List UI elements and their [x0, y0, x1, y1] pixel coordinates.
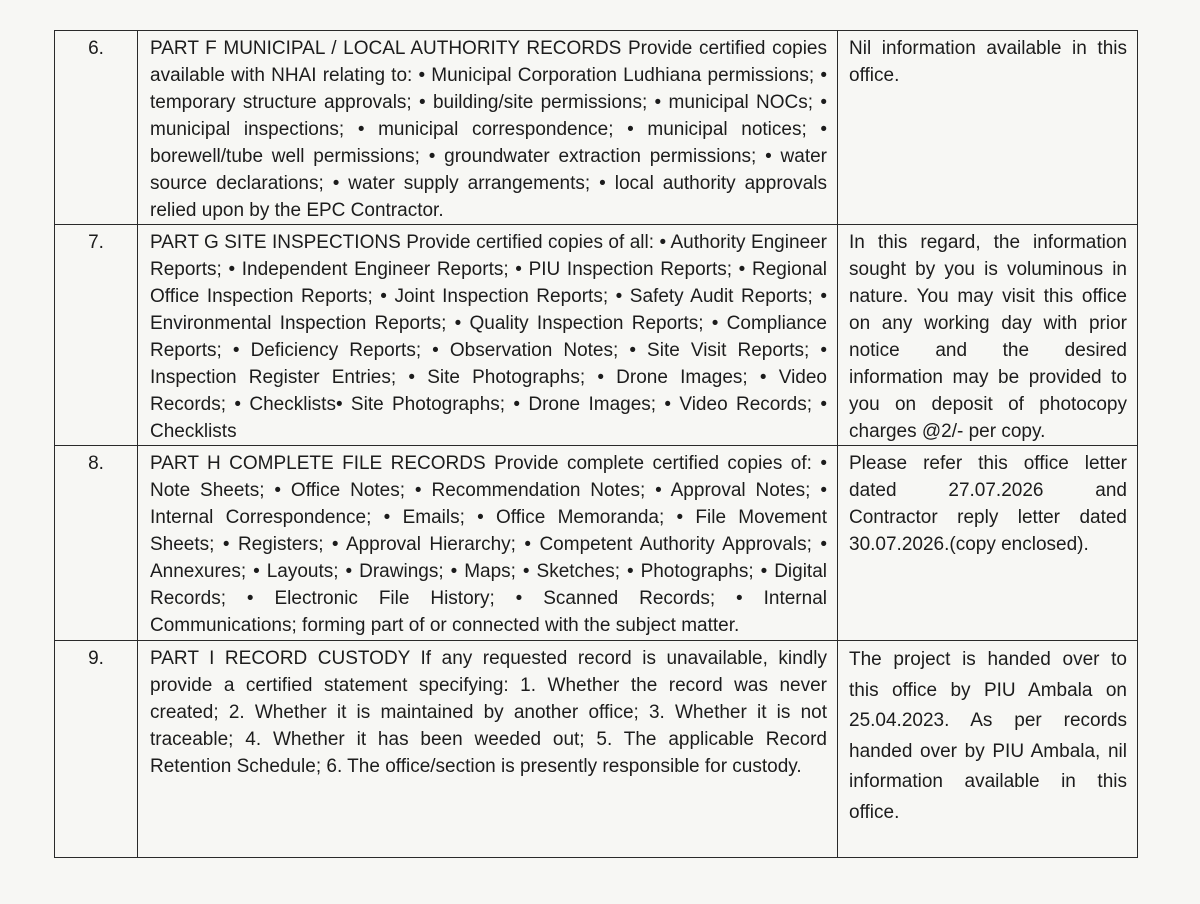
row-number: 7.: [55, 225, 138, 446]
reply-text: In this regard, the information sought by you is voluminous in nature. You may visit this office on any working day with prior notice and the desired information may be provided to you on deposit of photocopy charges @2/- per copy.: [838, 225, 1138, 446]
table-row: [55, 31, 1138, 225]
table-row: [55, 225, 1138, 446]
request-text: PART I RECORD CUSTODY If any requested record is unavailable, kindly provide a certified statement specifying: 1. Whether the record was never created; 2. Whether it is maintained by another office; 3. Whether it is not traceable; 4. Whether it has been weeded out; 5. The applicable Record Retention Schedule; 6. The office/section is presently responsible for custody.: [138, 641, 838, 858]
rti-response-table: [54, 30, 1138, 858]
reply-text: The project is handed over to this office by PIU Ambala on 25.04.2023. As per records handed over by PIU Ambala, nil information available in this office.: [838, 641, 1138, 858]
row-number: 8.: [55, 446, 138, 641]
reply-text: Please refer this office letter dated 27.07.2026 and Contractor reply letter dated 30.07.2026.(copy enclosed).: [838, 446, 1138, 641]
request-text: PART G SITE INSPECTIONS Provide certified copies of all: • Authority Engineer Reports; • Independent Engineer Reports; • PIU Inspection Reports; • Regional Office Inspection Reports; • Joint Inspection Reports; • Safety Audit Reports; • Environmental Inspection Reports; • Quality Inspection Reports; • Compliance Reports; • Deficiency Reports; • Observation Notes; • Site Visit Reports; • Inspection Register Entries; • Site Photographs; • Drone Images; • Video Records; • Checklists• Site Photographs; • Drone Images; • Video Records; • Checklists: [138, 225, 838, 446]
request-text: PART F MUNICIPAL / LOCAL AUTHORITY RECORDS Provide certified copies available with NHAI relating to: • Municipal Corporation Ludhiana permissions; • temporary structure approvals; • building/site permissions; • municipal NOCs; • municipal inspections; • municipal correspondence; • municipal notices; • borewell/tube well permissions; • groundwater extraction permissions; • water source declarations; • water supply arrangements; • local authority approvals relied upon by the EPC Contractor.: [138, 31, 838, 225]
reply-text: Nil information available in this office.: [838, 31, 1138, 225]
table-row: [55, 641, 1138, 858]
row-number: 6.: [55, 31, 138, 225]
row-number: 9.: [55, 641, 138, 858]
table-row: [55, 446, 1138, 641]
request-text: PART H COMPLETE FILE RECORDS Provide complete certified copies of: • Note Sheets; • Office Notes; • Recommendation Notes; • Approval Notes; • Internal Correspondence; • Emails; • Office Memoranda; • File Movement Sheets; • Registers; • Approval Hierarchy; • Competent Authority Approvals; • Annexures; • Layouts; • Drawings; • Maps; • Sketches; • Photographs; • Digital Records; • Electronic File History; • Scanned Records; • Internal Communications; forming part of or connected with the subject matter.: [138, 446, 838, 641]
